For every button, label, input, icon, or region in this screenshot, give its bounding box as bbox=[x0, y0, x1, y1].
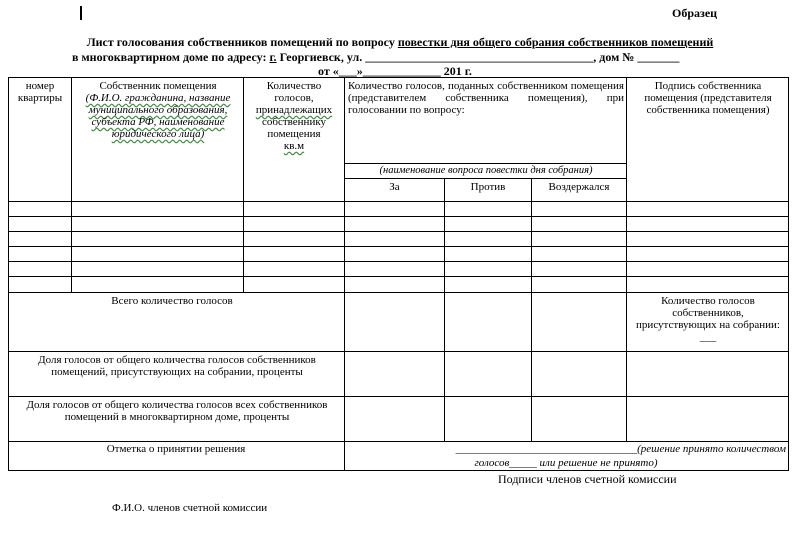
title-line-2-prefix: в многоквартирном доме по адресу: bbox=[72, 50, 270, 64]
share-present-label: Доля голосов от общего количества голосов собственников помещений, присутствующих на собрании, проценты bbox=[38, 354, 316, 378]
col-votes-line-2: собственнику помещения bbox=[261, 116, 327, 140]
title-line-2-city: г. bbox=[269, 50, 277, 64]
col-apartment-header: номер квартиры bbox=[17, 80, 63, 104]
col-votes-underlined: принадлежащих bbox=[255, 104, 333, 116]
commission-signatures-label: Подписи членов счетной комиссии bbox=[498, 472, 677, 486]
col-abstain-header: Воздержался bbox=[548, 181, 610, 193]
col-owner-title: Собственник помещения bbox=[99, 80, 217, 92]
decision-line-2: голосов_____ или решение не принято) bbox=[474, 457, 658, 469]
sample-label: Образец bbox=[672, 6, 718, 20]
col-owner-header bbox=[74, 80, 242, 140]
title-line-3: от «___»_____________ 201 г. bbox=[318, 64, 472, 78]
title-line-2-rest: Георгиевск, ул. ______________________________________, дом № _______ bbox=[276, 50, 680, 64]
col-votes-header bbox=[246, 80, 342, 152]
agenda-note: (наименование вопроса повестки дня собрания) bbox=[379, 165, 593, 176]
total-votes-label: Всего количество голосов bbox=[111, 295, 233, 307]
commission-names-label: Ф.И.О. членов счетной комиссии bbox=[112, 502, 268, 514]
col-owner-note: (Ф.И.О. гражданина, название муниципального образования, субъекта РФ, наименование юридического лица) bbox=[85, 92, 231, 140]
col-signature-header: Подпись собственника помещения (представителя собственника помещения) bbox=[644, 80, 772, 116]
col-for-header: За bbox=[389, 181, 400, 193]
title-line-2 bbox=[72, 50, 679, 65]
col-votes-cast-header: Количество голосов, поданных собственником помещения (представителем собственника помещения), при голосовании по вопросу: bbox=[348, 80, 624, 116]
decision-line-1: _________________________________(решение принято количеством bbox=[455, 443, 786, 455]
col-votes-line-1: Количество голосов, bbox=[266, 80, 322, 104]
title-line-1-prefix: Лист голосования собственников помещений по вопросу bbox=[86, 35, 398, 49]
title-line-1 bbox=[0, 35, 800, 50]
col-votes-unit: кв.м bbox=[283, 140, 305, 152]
present-votes-label: Количество голосов собственников, присутствующих на собрании: ___ bbox=[636, 295, 780, 343]
col-against-header: Против bbox=[470, 181, 506, 193]
share-all-label: Доля голосов от общего количества голосов всех собственников помещений в многоквартирном доме, проценты bbox=[26, 399, 328, 423]
title-line-1-underlined: повестки дня общего собрания собственников помещений bbox=[397, 35, 714, 49]
text-cursor bbox=[80, 6, 82, 20]
decision-mark-label: Отметка о принятии решения bbox=[106, 443, 246, 455]
